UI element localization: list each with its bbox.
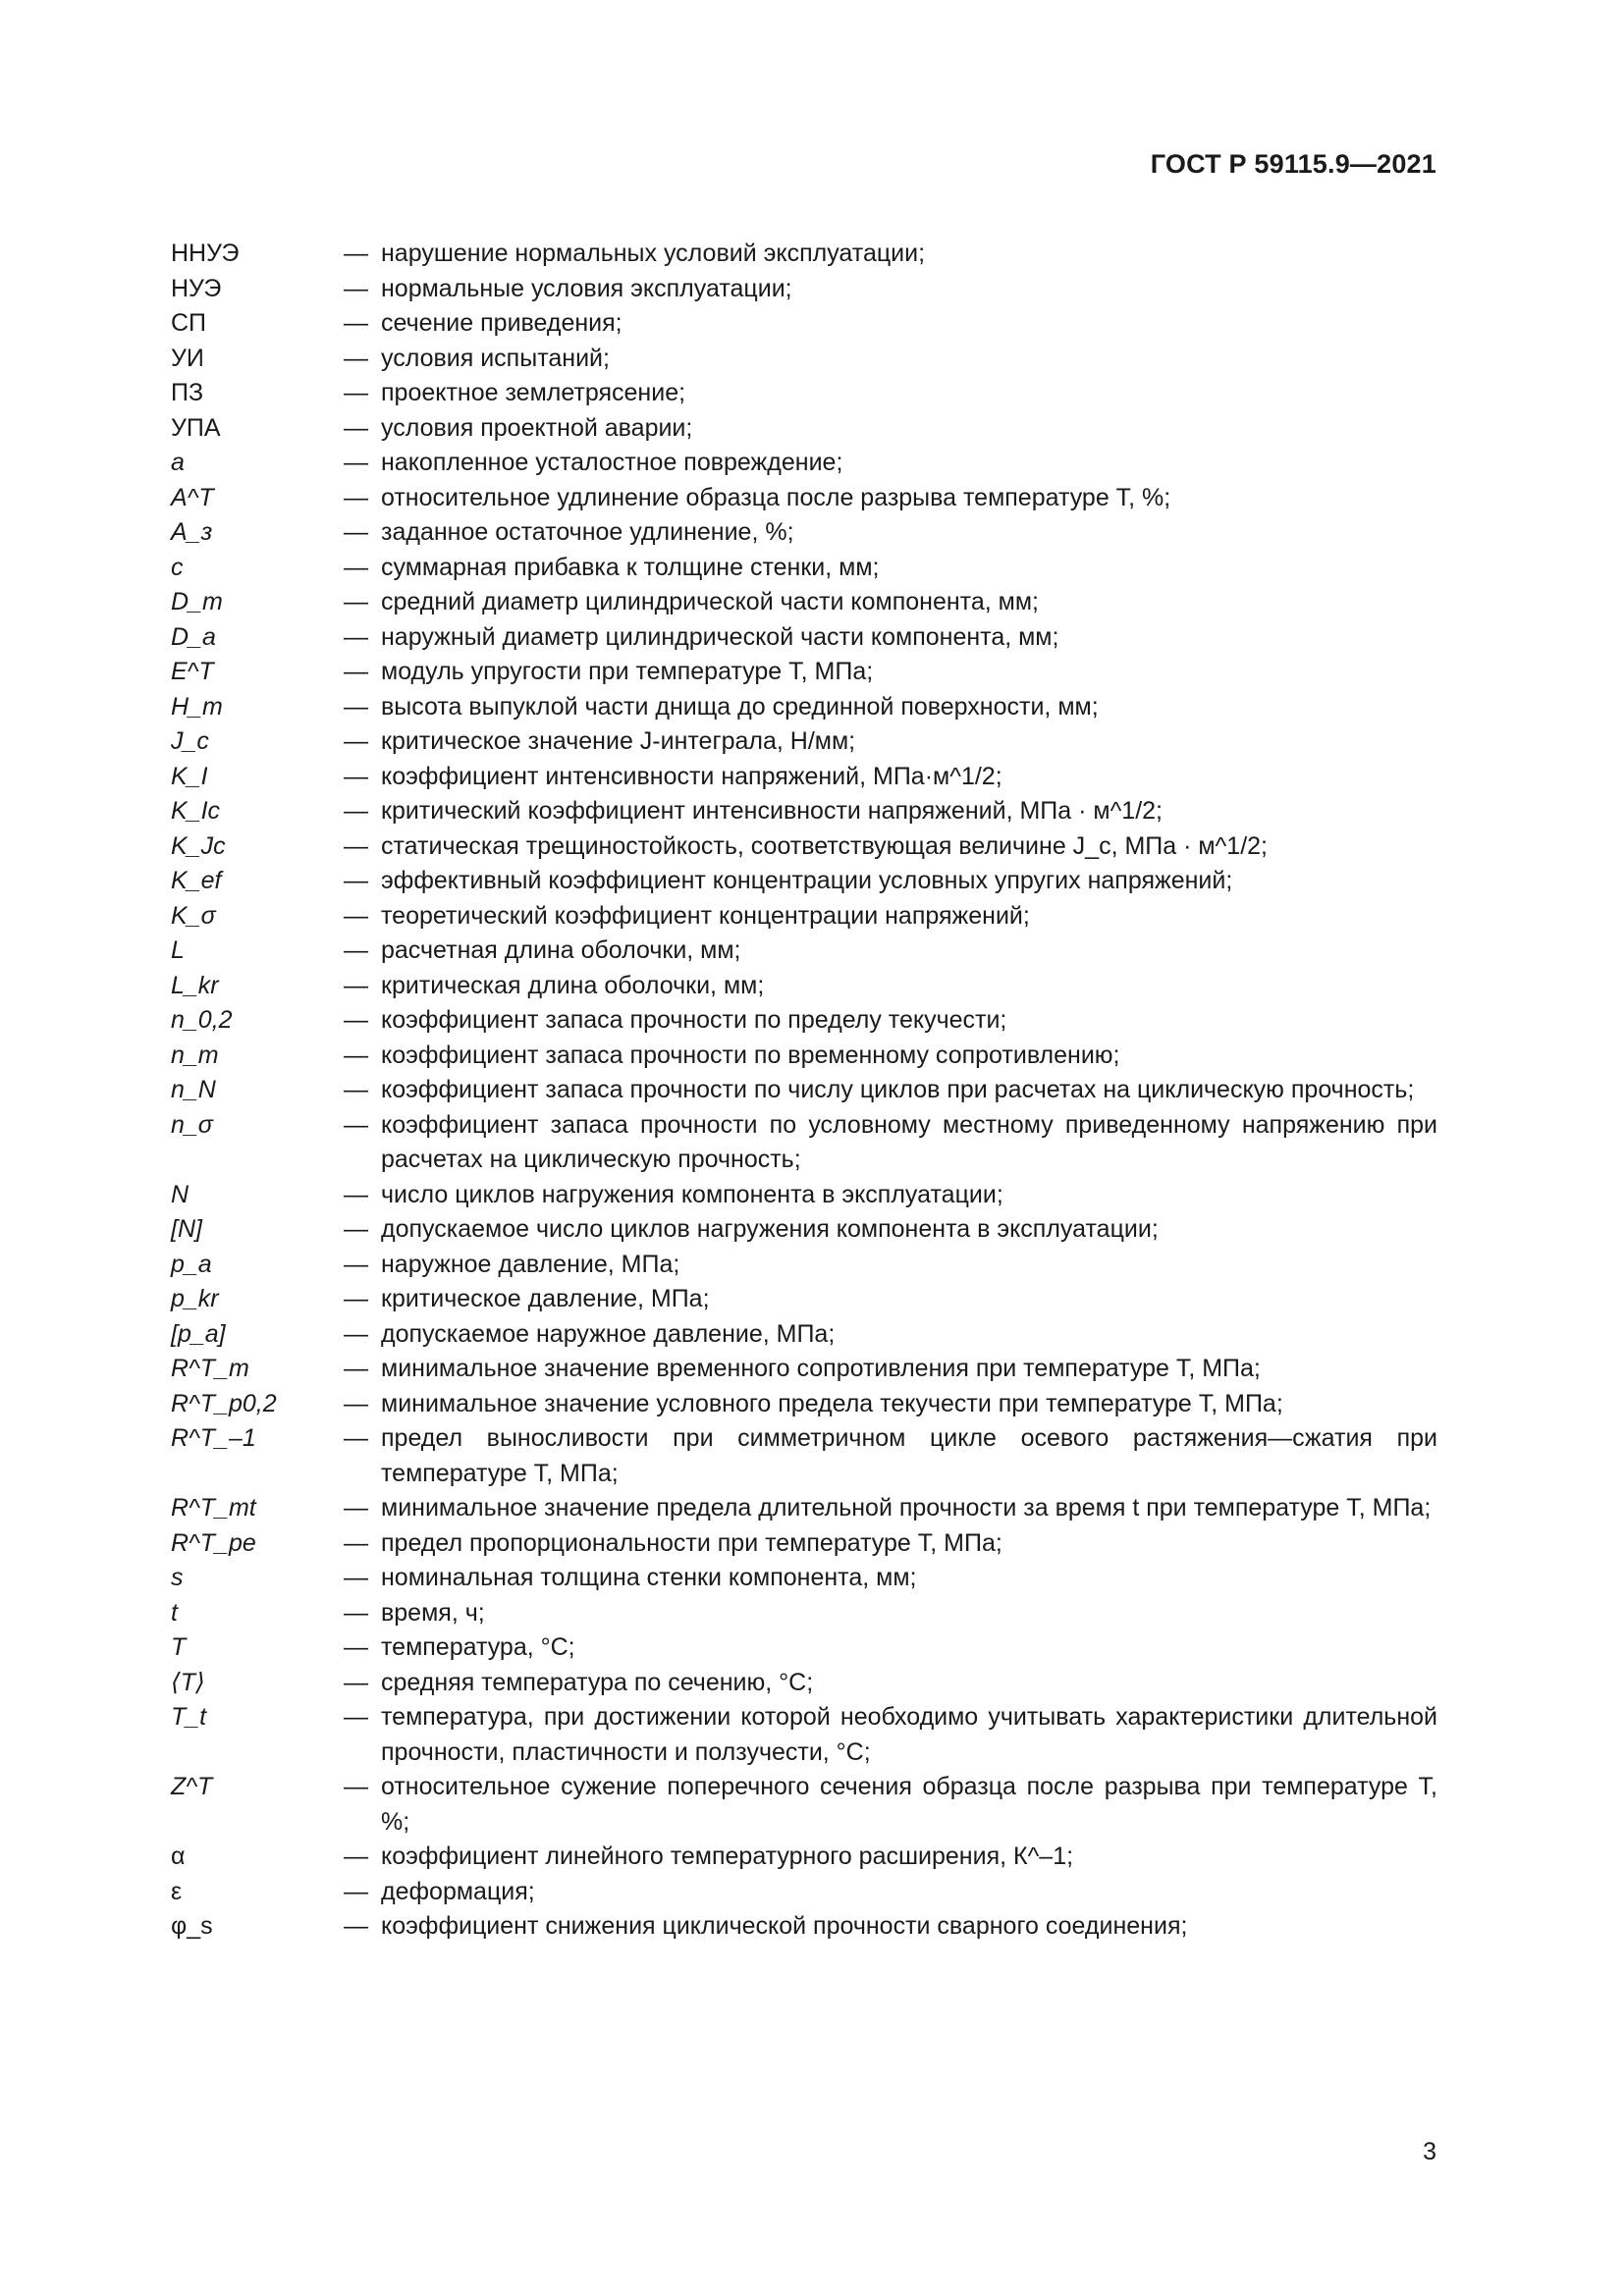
list-item-symbol: ⟨T⟩	[171, 1668, 205, 1696]
list-item-dash: —	[344, 1285, 368, 1312]
list-item	[171, 1561, 1437, 1596]
list-item-symbol: t	[171, 1598, 178, 1627]
list-item-symbol: n_N	[171, 1076, 216, 1103]
list-item-dash: —	[344, 588, 368, 615]
list-item-symbol: R^T_mt	[171, 1494, 256, 1522]
list-item	[171, 620, 1437, 656]
list-item-dash: —	[344, 1389, 368, 1417]
list-item-symbol: R^T_pe	[171, 1528, 256, 1557]
list-item	[171, 1282, 1437, 1317]
list-item-symbol: [p_a]	[171, 1319, 226, 1348]
list-item-symbol: Z^T	[171, 1773, 213, 1800]
list-item-symbol: s	[171, 1564, 184, 1591]
list-item	[171, 1840, 1437, 1875]
list-item-description: предел выносливости при симметричном цикле осевого растяжения—сжатия при температуре T, МПа;	[381, 1424, 1437, 1487]
list-item-description: нормальные условия эксплуатации;	[381, 274, 792, 302]
list-item-symbol: T_t	[171, 1703, 207, 1731]
list-item-symbol: n_0,2	[171, 1006, 233, 1034]
list-item-symbol: D_a	[171, 622, 216, 651]
symbols-list	[171, 237, 1437, 1945]
list-item-description: коэффициент снижения циклической прочности сварного соединения;	[381, 1912, 1188, 1940]
list-item-dash: —	[344, 762, 368, 790]
list-item	[171, 342, 1437, 377]
list-item-symbol: R^T_p0,2	[171, 1389, 277, 1417]
list-item	[171, 551, 1437, 586]
list-item	[171, 1039, 1437, 1074]
list-item	[171, 1875, 1437, 1910]
list-item-dash: —	[344, 1494, 368, 1522]
list-item-dash: —	[344, 483, 368, 511]
list-item-description: высота выпуклой части днища до срединной поверхности, мм;	[381, 692, 1099, 721]
list-item-symbol: K_Ic	[171, 797, 221, 825]
list-item-description: температура, при достижении которой необходимо учитывать характеристики длительной прочности, пластичности и ползучести, °С;	[381, 1703, 1437, 1766]
list-item-symbol: R^T_–1	[171, 1424, 256, 1452]
list-item-symbol: A^T	[171, 483, 214, 511]
list-item-dash: —	[344, 971, 368, 999]
list-item-dash: —	[344, 413, 368, 442]
list-item-dash: —	[344, 518, 368, 546]
list-item-dash: —	[344, 1528, 368, 1557]
list-item	[171, 829, 1437, 865]
list-item-description: теоретический коэффициент концентрации напряжений;	[381, 901, 1030, 930]
list-item	[171, 655, 1437, 690]
list-item-description: наружный диаметр цилиндрической части компонента, мм;	[381, 622, 1059, 651]
list-item-symbol: D_m	[171, 588, 223, 615]
list-item-description: расчетная длина оболочки, мм;	[381, 936, 741, 964]
list-item-dash: —	[344, 1076, 368, 1103]
list-item-dash: —	[344, 1668, 368, 1696]
list-item	[171, 724, 1437, 760]
list-item	[171, 1909, 1437, 1945]
list-item	[171, 969, 1437, 1004]
list-item	[171, 1421, 1437, 1491]
list-item-symbol: J_c	[171, 727, 209, 755]
list-item-dash: —	[344, 1110, 368, 1139]
list-item	[171, 585, 1437, 620]
list-item-dash: —	[344, 1877, 368, 1905]
list-item-dash: —	[344, 727, 368, 755]
list-item-symbol: ε	[171, 1877, 183, 1905]
list-item	[171, 1108, 1437, 1178]
list-item-symbol: A_з	[171, 518, 213, 546]
list-item-description: допускаемое число циклов нагружения компонента в эксплуатации;	[381, 1215, 1159, 1243]
list-item-dash: —	[344, 1598, 368, 1627]
list-item-description: минимальное значение условного предела текучести при температуре T, МПа;	[381, 1389, 1283, 1417]
list-item-description: коэффициент запаса прочности по числу циклов при расчетах на циклическую прочность;	[381, 1076, 1415, 1103]
list-item	[171, 446, 1437, 481]
list-item-symbol: L_kr	[171, 971, 219, 999]
list-item-dash: —	[344, 274, 368, 302]
list-item	[171, 306, 1437, 342]
list-item-symbol: n_m	[171, 1041, 219, 1069]
list-item-symbol: СП	[171, 309, 207, 337]
list-item-symbol: E^T	[171, 658, 214, 685]
list-item-description: относительное сужение поперечного сечения образца после разрыва при температуре T, %;	[381, 1773, 1437, 1836]
list-item	[171, 1770, 1437, 1840]
list-item-description: суммарная прибавка к толщине стенки, мм;	[381, 553, 880, 581]
list-item-description: температура, °С;	[381, 1633, 575, 1661]
list-item-description: сечение приведения;	[381, 309, 623, 337]
list-item-description: статическая трещиностойкость, соответствующая величине J_c, МПа · м^1/2;	[381, 831, 1268, 860]
list-item-description: критическое давление, МПа;	[381, 1285, 710, 1312]
list-item-description: критический коэффициент интенсивности напряжений, МПа · м^1/2;	[381, 797, 1163, 825]
list-item-symbol: c	[171, 553, 184, 581]
list-item-description: условия проектной аварии;	[381, 413, 693, 442]
list-item-description: нарушение нормальных условий эксплуатации;	[381, 240, 926, 267]
list-item	[171, 1387, 1437, 1422]
list-item-description: критическое значение J-интеграла, Н/мм;	[381, 727, 856, 755]
list-item-symbol: H_m	[171, 692, 223, 721]
list-item-dash: —	[344, 1633, 368, 1661]
list-item-dash: —	[344, 344, 368, 372]
list-item	[171, 934, 1437, 969]
list-item-description: деформация;	[381, 1877, 535, 1905]
list-item-dash: —	[344, 553, 368, 581]
list-item	[171, 1596, 1437, 1631]
list-item-symbol: N	[171, 1180, 189, 1208]
list-item	[171, 1526, 1437, 1562]
list-item-dash: —	[344, 1355, 368, 1382]
list-item-dash: —	[344, 1424, 368, 1452]
list-item-description: проектное землетрясение;	[381, 379, 686, 406]
list-item-dash: —	[344, 1215, 368, 1243]
list-item-description: номинальная толщина стенки компонента, мм;	[381, 1564, 917, 1591]
list-item	[171, 1630, 1437, 1666]
list-item-description: критическая длина оболочки, мм;	[381, 971, 765, 999]
list-item	[171, 1178, 1437, 1213]
list-item-dash: —	[344, 1564, 368, 1591]
list-item-symbol: НУЭ	[171, 274, 222, 302]
list-item-symbol: УПА	[171, 413, 221, 442]
list-item-dash: —	[344, 936, 368, 964]
list-item-dash: —	[344, 867, 368, 894]
list-item-symbol: K_I	[171, 762, 208, 790]
list-item-dash: —	[344, 1703, 368, 1731]
list-item	[171, 1003, 1437, 1039]
list-item-symbol: УИ	[171, 344, 204, 372]
list-item-description: допускаемое наружное давление, МПа;	[381, 1319, 836, 1348]
list-item	[171, 1248, 1437, 1283]
list-item	[171, 794, 1437, 829]
list-item-dash: —	[344, 1773, 368, 1800]
list-item-dash: —	[344, 379, 368, 406]
list-item-description: минимальное значение предела длительной прочности за время t при температуре T, МПа;	[381, 1494, 1432, 1522]
list-item-symbol: ПЗ	[171, 379, 204, 406]
list-item-symbol: K_σ	[171, 901, 216, 930]
list-item-dash: —	[344, 1912, 368, 1940]
list-item	[171, 1700, 1437, 1770]
list-item-dash: —	[344, 240, 368, 267]
list-item	[171, 1491, 1437, 1526]
list-item-description: коэффициент запаса прочности по временному сопротивлению;	[381, 1041, 1120, 1069]
list-item-symbol: a	[171, 449, 185, 476]
list-item	[171, 376, 1437, 411]
list-item	[171, 515, 1437, 551]
list-item-symbol: R^T_m	[171, 1355, 249, 1382]
list-item	[171, 1212, 1437, 1248]
list-item-symbol: ННУЭ	[171, 240, 240, 267]
list-item-description: относительное удлинение образца после разрыва температуре T, %;	[381, 483, 1171, 511]
list-item-symbol: T	[171, 1633, 187, 1661]
list-item	[171, 272, 1437, 307]
list-item	[171, 899, 1437, 934]
list-item	[171, 1352, 1437, 1387]
list-item	[171, 411, 1437, 447]
list-item-symbol: φ_s	[171, 1912, 213, 1940]
list-item-symbol: K_Jc	[171, 831, 226, 860]
list-item	[171, 1666, 1437, 1701]
list-item-dash: —	[344, 1006, 368, 1034]
list-item-description: наружное давление, МПа;	[381, 1250, 680, 1278]
list-item-description: коэффициент запаса прочности по условному местному приведенному напряжению при расчетах на циклическую прочность;	[381, 1110, 1437, 1173]
list-item-description: коэффициент интенсивности напряжений, МПа·м^1/2;	[381, 762, 1002, 790]
list-item-symbol: L	[171, 936, 185, 964]
list-item-dash: —	[344, 1250, 368, 1278]
list-item-description: время, ч;	[381, 1598, 485, 1627]
list-item-description: предел пропорциональности при температуре T, МПа;	[381, 1528, 1002, 1557]
list-item-description: коэффициент запаса прочности по пределу текучести;	[381, 1006, 1007, 1034]
list-item	[171, 864, 1437, 899]
list-item-description: число циклов нагружения компонента в эксплуатации;	[381, 1180, 1003, 1208]
list-item-dash: —	[344, 831, 368, 860]
list-item-symbol: p_a	[171, 1250, 212, 1278]
list-item-dash: —	[344, 1842, 368, 1870]
list-item	[171, 1073, 1437, 1108]
list-item-dash: —	[344, 797, 368, 825]
list-item	[171, 690, 1437, 725]
list-item-symbol: [N]	[171, 1215, 202, 1243]
list-item	[171, 1317, 1437, 1353]
list-item	[171, 237, 1437, 272]
list-item-dash: —	[344, 449, 368, 476]
list-item-description: минимальное значение временного сопротивления при температуре T, МПа;	[381, 1355, 1261, 1382]
list-item-description: накопленное усталостное повреждение;	[381, 449, 843, 476]
list-item-description: модуль упругости при температуре T, МПа;	[381, 658, 874, 685]
list-item-dash: —	[344, 901, 368, 930]
list-item-description: эффективный коэффициент концентрации условных упругих напряжений;	[381, 867, 1233, 894]
list-item	[171, 760, 1437, 795]
list-item-dash: —	[344, 1319, 368, 1348]
list-item-dash: —	[344, 658, 368, 685]
document-code-header: ГОСТ Р 59115.9—2021	[1150, 149, 1436, 179]
list-item-dash: —	[344, 622, 368, 651]
list-item-description: коэффициент линейного температурного расширения, К^–1;	[381, 1842, 1074, 1870]
list-item-symbol: α	[171, 1842, 186, 1870]
list-item-symbol: K_ef	[171, 867, 222, 894]
list-item-description: средний диаметр цилиндрической части компонента, мм;	[381, 588, 1039, 615]
list-item	[171, 481, 1437, 516]
list-item-dash: —	[344, 1180, 368, 1208]
page-number: 3	[1423, 2138, 1436, 2165]
list-item-description: средняя температура по сечению, °С;	[381, 1668, 814, 1696]
list-item-dash: —	[344, 1041, 368, 1069]
list-item-symbol: n_σ	[171, 1110, 213, 1139]
list-item-dash: —	[344, 692, 368, 721]
list-item-description: условия испытаний;	[381, 344, 610, 372]
list-item-symbol: p_kr	[171, 1285, 219, 1312]
list-item-description: заданное остаточное удлинение, %;	[381, 518, 794, 546]
list-item-dash: —	[344, 309, 368, 337]
